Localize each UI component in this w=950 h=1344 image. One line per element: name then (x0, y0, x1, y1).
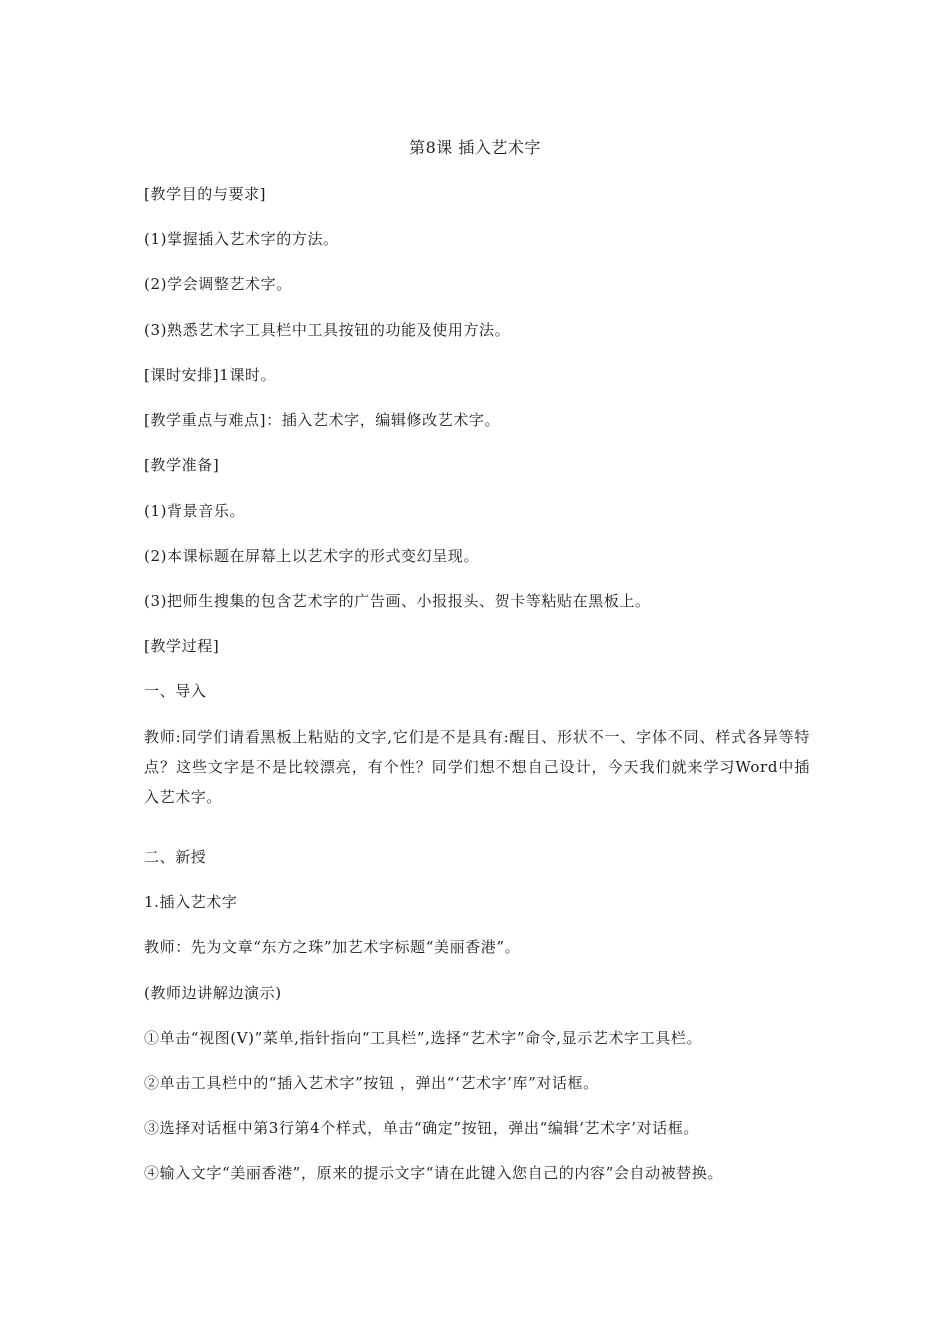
section-heading-preparation: [教学准备] (144, 456, 220, 474)
step-heading-new-lesson: 二、新授 (144, 848, 207, 866)
preparation-item-3: (3)把师生搜集的包含艺术字的广告画、小报报头、贺卡等粘贴在黑板上。 (144, 592, 651, 610)
section-heading-objectives: [教学目的与要求] (144, 185, 267, 203)
document-title: 第8课 插入艺术字 (409, 138, 541, 157)
preparation-item-2: (2)本课标题在屏幕上以艺术字的形式变幻呈现。 (144, 547, 480, 565)
key-points-line: [教学重点与难点]：插入艺术字，编辑修改艺术字。 (144, 411, 501, 429)
objective-item-3: (3)熟悉艺术字工具栏中工具按钮的功能及使用方法。 (144, 321, 511, 339)
procedure-step-2: ②单击工具栏中的“插入艺术字”按钮 ，弹出“‘艺术字’库”对话框。 (144, 1074, 599, 1092)
schedule-line: [课时安排]1课时。 (144, 366, 277, 384)
objective-item-1: (1)掌握插入艺术字的方法。 (144, 230, 339, 248)
procedure-step-1: ①单击“视图(V)”菜单,指针指向“工具栏”,选择“艺术字”命令,显示艺术字工具栏。 (144, 1029, 703, 1047)
intro-paragraph: 教师:同学们请看黑板上粘贴的文字,它们是不是具有:醒目、形状不一、字体不同、样式各异等特点？这些文字是不是比较漂亮，有个性？同学们想不想自己设计，今天我们就来学习Word中插入艺术字。 (144, 728, 810, 806)
section-heading-process: [教学过程] (144, 637, 220, 655)
procedure-step-4: ④输入文字“美丽香港”，原来的提示文字“请在此键入您自己的内容”会自动被替换。 (144, 1164, 724, 1182)
demo-note: (教师边讲解边演示) (144, 984, 282, 1002)
step-heading-intro: 一、导入 (144, 682, 207, 700)
preparation-item-1: (1)背景音乐。 (144, 502, 246, 520)
teacher-instruction: 教师：先为文章“东方之珠”加艺术字标题“美丽香港”。 (144, 938, 521, 956)
subheading-insert-wordart: 1.插入艺术字 (144, 893, 238, 911)
procedure-step-3: ③选择对话框中第3行第4个样式，单击“确定”按钮，弹出“编辑‘艺术字’对话框。 (144, 1119, 700, 1137)
objective-item-2: (2)学会调整艺术字。 (144, 275, 292, 293)
